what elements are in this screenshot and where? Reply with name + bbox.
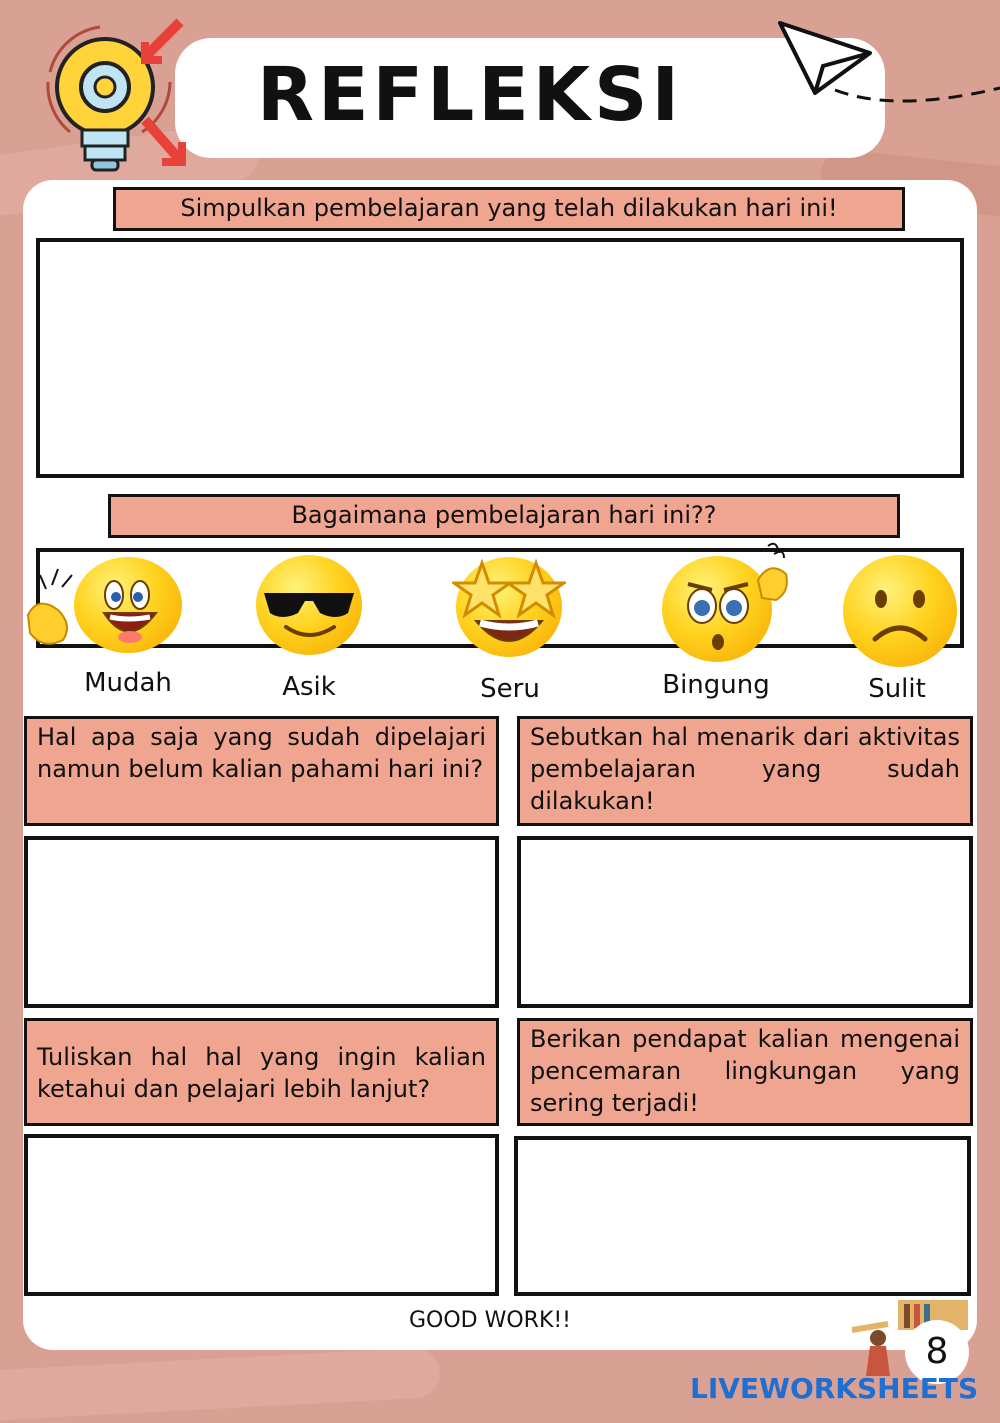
footer-message: GOOD WORK!!: [408, 1308, 572, 1333]
question-interesting: Sebutkan hal menarik dari aktivitas pembelajaran yang sudah dilakukan!: [517, 716, 973, 826]
page-title: REFLEKSI: [257, 52, 683, 138]
mood-label-seru: Seru: [480, 674, 540, 704]
summary-prompt: Simpulkan pembelajaran yang telah dilakukan hari ini!: [113, 187, 905, 231]
page-number: 8: [905, 1320, 969, 1384]
mood-label-sulit: Sulit: [868, 674, 926, 704]
laughing-thumb-emoji-icon[interactable]: [18, 555, 188, 655]
liveworksheets-watermark: LIVEWORKSHEETS: [690, 1372, 979, 1405]
mood-prompt: Bagaimana pembelajaran hari ini??: [108, 494, 900, 538]
summary-answer-box[interactable]: [36, 238, 964, 478]
background-brush-stroke: [0, 1347, 441, 1423]
paper-plane-icon: [775, 18, 1000, 128]
confused-emoji-icon[interactable]: [658, 540, 793, 665]
question-pollution-opinion: Berikan pendapat kalian mengenai pencemaran lingkungan yang sering terjadi!: [517, 1018, 973, 1126]
lightbulb-gear-icon: [30, 12, 200, 182]
answer-box-pollution-opinion[interactable]: [514, 1136, 971, 1296]
mood-label-mudah: Mudah: [84, 668, 172, 698]
question-not-understood: Hal apa saja yang sudah dipelajari namun belum kalian pahami hari ini?: [24, 716, 499, 826]
answer-box-not-understood[interactable]: [24, 836, 499, 1008]
question-want-to-know: Tuliskan hal hal yang ingin kalian ketahui dan pelajari lebih lanjut?: [24, 1018, 499, 1126]
answer-box-interesting[interactable]: [517, 836, 973, 1008]
frowning-emoji-icon[interactable]: [843, 555, 957, 667]
sunglasses-emoji-icon[interactable]: [256, 555, 362, 655]
star-struck-emoji-icon[interactable]: [452, 555, 566, 659]
mood-label-bingung: Bingung: [662, 670, 770, 700]
answer-box-want-to-know[interactable]: [24, 1134, 499, 1296]
mood-label-asik: Asik: [282, 672, 336, 702]
